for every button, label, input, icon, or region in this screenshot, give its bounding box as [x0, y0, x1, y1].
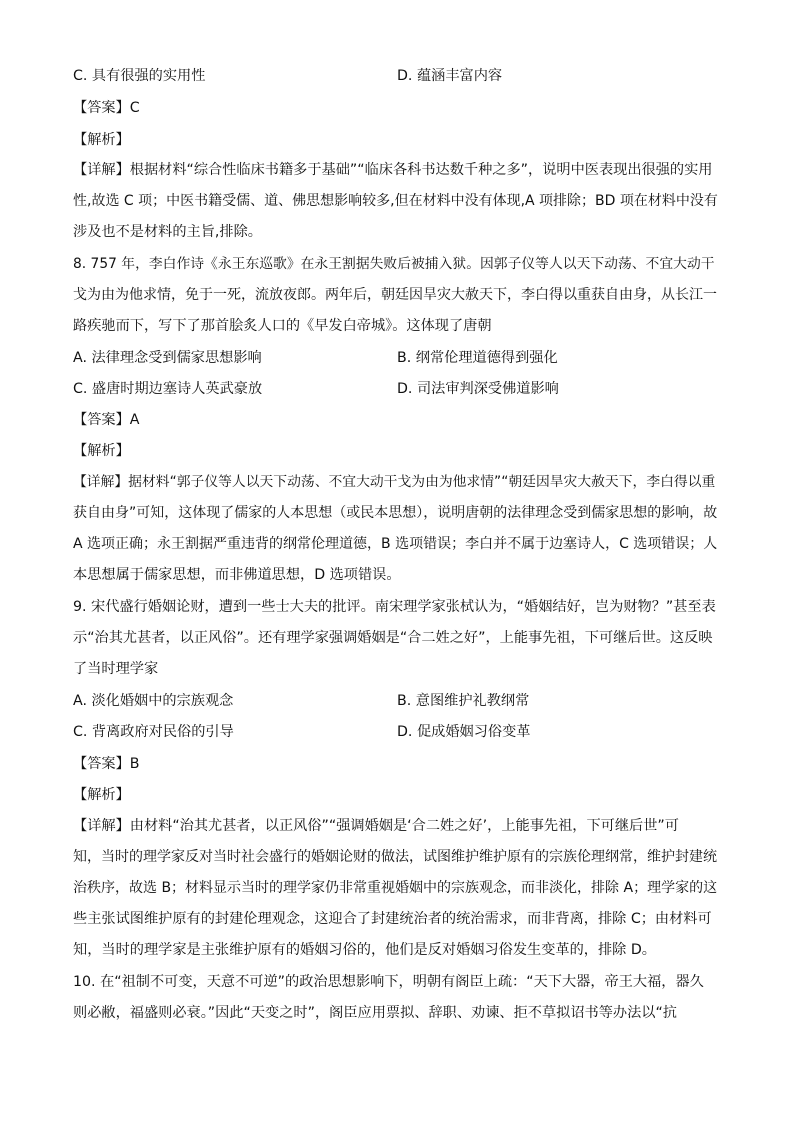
q9-stem-line: 9. 宋代盛行婚姻论财，遭到一些士大夫的批评。南宋理学家张栻认为，“婚姻结好，岂为财物？”甚至表	[73, 599, 716, 615]
q9-option-b: B. 意图维护礼教纲常	[397, 693, 530, 709]
q8-detail-line: 【详解】据材料“郭子仪等人以天下动荡、不宜大动干戈为由为他求情”“朝廷因旱灾大赦天下，李白得以重	[73, 474, 716, 490]
q9-detail-line: 些主张试图维护原有的封建伦理观念，这迎合了封建统治者的统治需求，而非背离，排除 C；由材料可	[73, 911, 712, 927]
q9-analysis-label: 【解析】	[73, 787, 130, 803]
q8-detail-line: 获自由身”可知，这体现了儒家的人本思想（或民本思想），说明唐朝的法律理念受到儒家思想的影响，故	[73, 505, 718, 521]
q8-stem-line: 8. 757 年，李白作诗《永王东巡歌》在永王割据失败后被捕入狱。因郭子仪等人以天下动荡、不宜大动干	[73, 256, 715, 272]
q8-detail-line: A 选项正确；永王割据严重违背的纲常伦理道德，B 选项错误；李白并不属于边塞诗人，C 选项错误；人	[73, 536, 718, 552]
q9-detail-line: 治秩序，故选 B；材料显示当时的理学家仍非常重视婚姻中的宗族观念，而非淡化，排除 A；理学家的这	[73, 880, 718, 896]
q9-detail-line: 知，当时的理学家是主张维护原有的婚姻习俗的，他们是反对婚姻习俗发生变革的，排除 D。	[73, 942, 656, 958]
q8-stem-line: 戈为由为他求情，免于一死，流放夜郎。两年后，朝廷因旱灾大赦天下，李白得以重获自由身，从长江一	[73, 287, 717, 303]
q7-answer: 【答案】C	[73, 100, 140, 116]
q9-option-a: A. 淡化婚姻中的宗族观念	[73, 693, 234, 709]
q8-stem-line: 路疾驰而下，写下了那首脍炙人口的《早发白帝城》。这体现了唐朝	[73, 318, 492, 334]
q7-detail-line: 【详解】根据材料“综合性临床书籍多于基础”“临床各科书达数千种之多”，说明中医表现出很强的实用	[73, 162, 713, 178]
q8-analysis-label: 【解析】	[73, 443, 130, 459]
q10-stem-line: 10. 在“祖制不可变，天意不可逆”的政治思想影响下，明朝有阁臣上疏：“天下大器，帝王大福，器久	[73, 974, 704, 990]
q7-detail-line: 涉及也不是材料的主旨,排除。	[73, 224, 262, 240]
q7-option-c: C. 具有很强的实用性	[73, 68, 206, 84]
q8-option-a: A. 法律理念受到儒家思想影响	[73, 350, 262, 366]
q9-option-d: D. 促成婚姻习俗变革	[397, 724, 531, 740]
q7-detail-line: 性,故选 C 项；中医书籍受儒、道、佛思想影响较多,但在材料中没有体现,A 项排除；BD 项在材料中没有	[73, 193, 718, 209]
q8-answer: 【答案】A	[73, 412, 140, 428]
q9-answer: 【答案】B	[73, 756, 140, 772]
q8-option-c: C. 盛唐时期边塞诗人英武豪放	[73, 381, 263, 397]
q7-analysis-label: 【解析】	[73, 132, 130, 148]
q8-option-b: B. 纲常伦理道德得到强化	[397, 350, 558, 366]
q9-stem-line: 示“治其尤甚者，以正风俗”。还有理学家强调婚姻是“合二姓之好”，上能事先祖，下可继后世。这反映	[73, 630, 713, 646]
q9-stem-line: 了当时理学家	[73, 661, 159, 677]
q8-option-d: D. 司法审判深受佛道影响	[397, 381, 559, 397]
q9-option-c: C. 背离政府对民俗的引导	[73, 724, 234, 740]
q10-stem-line: 则必敝，福盛则必衰。”因此“天变之时”，阁臣应用票拟、辞职、劝谏、拒不草拟诏书等办法以“抗	[73, 1005, 677, 1021]
q9-detail-line: 【详解】由材料“治其尤甚者，以正风俗”“强调婚姻是‘合二姓之好’，上能事先祖，下可继后世”可	[73, 818, 679, 834]
q9-detail-line: 知，当时的理学家反对当时社会盛行的婚姻论财的做法，试图维护维护原有的宗族伦理纲常，维护封建统	[73, 849, 717, 865]
q7-option-d: D. 蕴涵丰富内容	[397, 68, 503, 84]
q8-detail-line: 本思想属于儒家思想，而非佛道思想，D 选项错误。	[73, 567, 401, 583]
